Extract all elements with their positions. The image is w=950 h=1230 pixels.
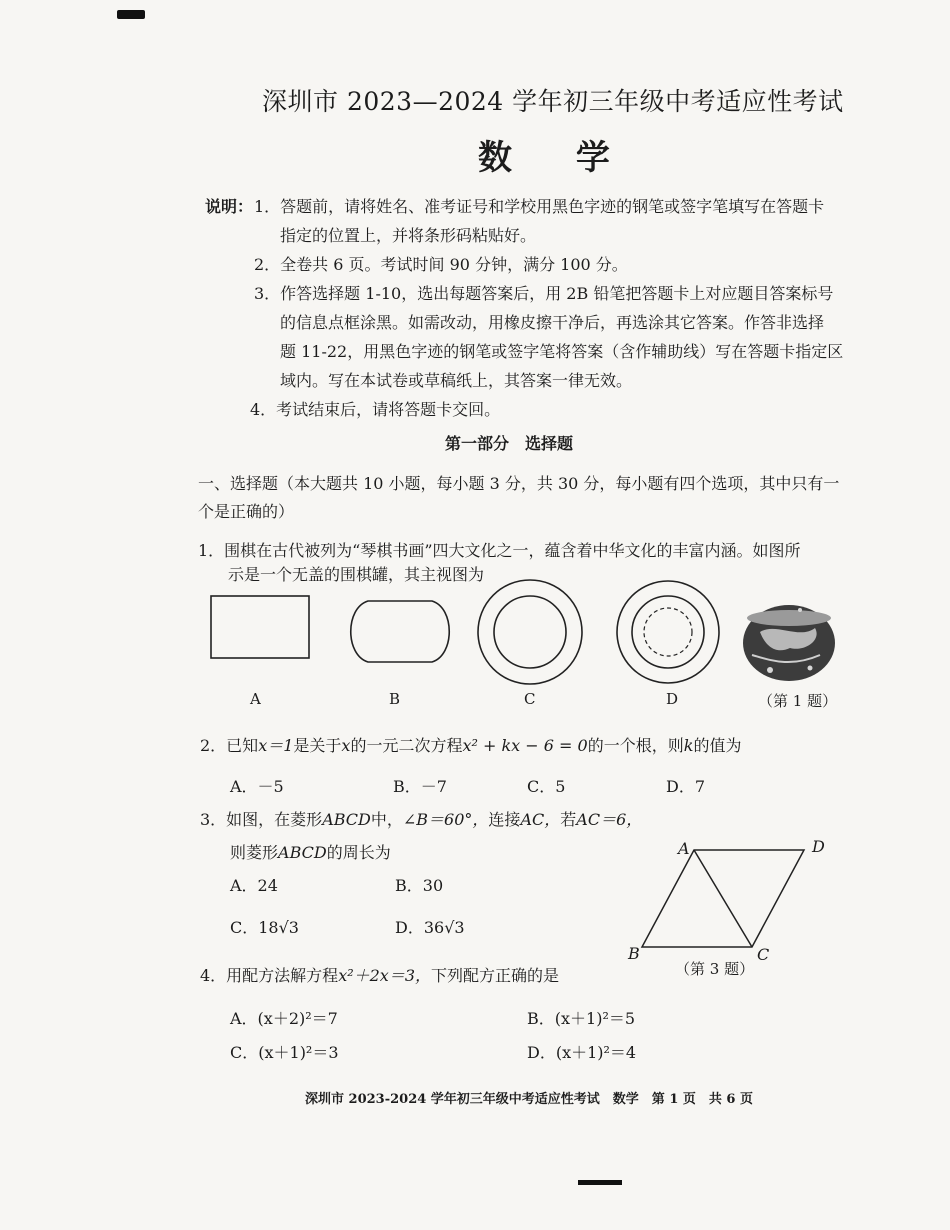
- q3-caption: （第 3 题）: [675, 960, 755, 978]
- exam-title: 深圳市 2023—2024 学年初三年级中考适应性考试: [262, 87, 844, 116]
- q4-option-c: C．(x＋1)²＝3: [230, 1043, 339, 1062]
- q2-option-a: A．－5: [230, 777, 284, 796]
- instruction-line: 4．考试结束后，请将答题卡交回。: [250, 400, 501, 419]
- option-c-inner-circle: [494, 596, 566, 668]
- option-c-outer-circle: [478, 580, 582, 684]
- q2-option-d: D．7: [666, 777, 706, 796]
- option-d-outer-circle: [617, 581, 719, 683]
- go-jar-photo: [743, 605, 835, 681]
- q3-text: 3．如图，在菱形ABCD中，∠B＝60°，连接AC，若AC＝6，: [200, 810, 643, 829]
- diagonal-ac: [694, 850, 752, 947]
- q1-option-b-label: B: [389, 690, 401, 708]
- q3-option-b: B．30: [395, 876, 444, 895]
- q2-option-c: C．5: [527, 777, 566, 796]
- instruction-line: 3．作答选择题 1-10，选出每题答案后，用 2B 铅笔把答题卡上对应题目答案标号: [254, 284, 834, 303]
- q1-option-c-label: C: [524, 690, 536, 708]
- q4-text: 4．用配方法解方程x²＋2x＝3，下列配方正确的是: [200, 966, 560, 985]
- instruction-line: 2．全卷共 6 页。考试时间 90 分钟，满分 100 分。: [254, 255, 628, 274]
- vertex-label-a: A: [678, 839, 690, 858]
- q1-option-d-label: D: [666, 690, 679, 708]
- scan-smudge: [117, 10, 145, 19]
- instruction-line: 的信息点框涂黑。如需改动，用橡皮擦干净后，再选涂其它答案。作答非选择: [280, 313, 825, 332]
- option-b-rounded-shape: [351, 601, 450, 662]
- q2-option-b: B．－7: [393, 777, 447, 796]
- option-a-rectangle: [211, 596, 309, 658]
- instruction-line: 域内。写在本试卷或草稿纸上，其答案一律无效。: [280, 371, 633, 390]
- q3-text-cont: 则菱形ABCD的周长为: [230, 843, 391, 862]
- section-heading: 一、选择题（本大题共 10 小题，每小题 3 分，共 30 分，每小题有四个选项，其中只有一: [198, 474, 840, 493]
- q3-option-a: A．24: [230, 876, 278, 895]
- vertex-label-b: B: [628, 944, 640, 963]
- q3-option-d: D．36√3: [395, 918, 465, 937]
- scan-bar: [578, 1180, 622, 1185]
- vertex-label-d: D: [812, 837, 825, 856]
- section-heading-cont: 个是正确的）: [198, 502, 295, 521]
- option-d-dashed-circle: [644, 608, 692, 656]
- q1-option-a-label: A: [250, 690, 261, 708]
- q4-option-a: A．(x＋2)²＝7: [230, 1009, 338, 1028]
- subject-title: 数 学: [478, 138, 636, 178]
- q4-option-b: B．(x＋1)²＝5: [527, 1009, 636, 1028]
- instruction-line: 题 11-22，用黑色字迹的钢笔或签字笔将答案（含作辅助线）写在答题卡指定区: [280, 342, 844, 361]
- q3-option-c: C．18√3: [230, 918, 299, 937]
- vertex-label-c: C: [757, 945, 770, 964]
- page-footer: 深圳市 2023-2024 学年初三年级中考适应性考试 数学 第 1 页 共 6 页: [305, 1092, 754, 1107]
- option-d-inner-circle: [632, 596, 704, 668]
- q1-caption: （第 1 题）: [758, 692, 838, 710]
- q1-text-cont: 示是一个无盖的围棋罐，其主视图为: [228, 565, 485, 584]
- q1-text: 1．围棋在古代被列为“琴棋书画”四大文化之一，蕴含着中华文化的丰富内涵。如图所: [198, 541, 801, 560]
- rhombus-abcd: [642, 850, 804, 947]
- instruction-line: 1．答题前，请将姓名、准考证号和学校用黑色字迹的钢笔或签字笔填写在答题卡: [254, 197, 825, 216]
- instruction-line: 指定的位置上，并将条形码粘贴好。: [280, 226, 537, 245]
- q2-text: 2．已知x＝1是关于x的一元二次方程x² + kx − 6 = 0的一个根，则k的值为: [200, 736, 742, 755]
- instructions-label: 说明：: [205, 197, 254, 216]
- part1-heading: 第一部分 选择题: [445, 434, 574, 453]
- q4-option-d: D．(x＋1)²＝4: [527, 1043, 637, 1062]
